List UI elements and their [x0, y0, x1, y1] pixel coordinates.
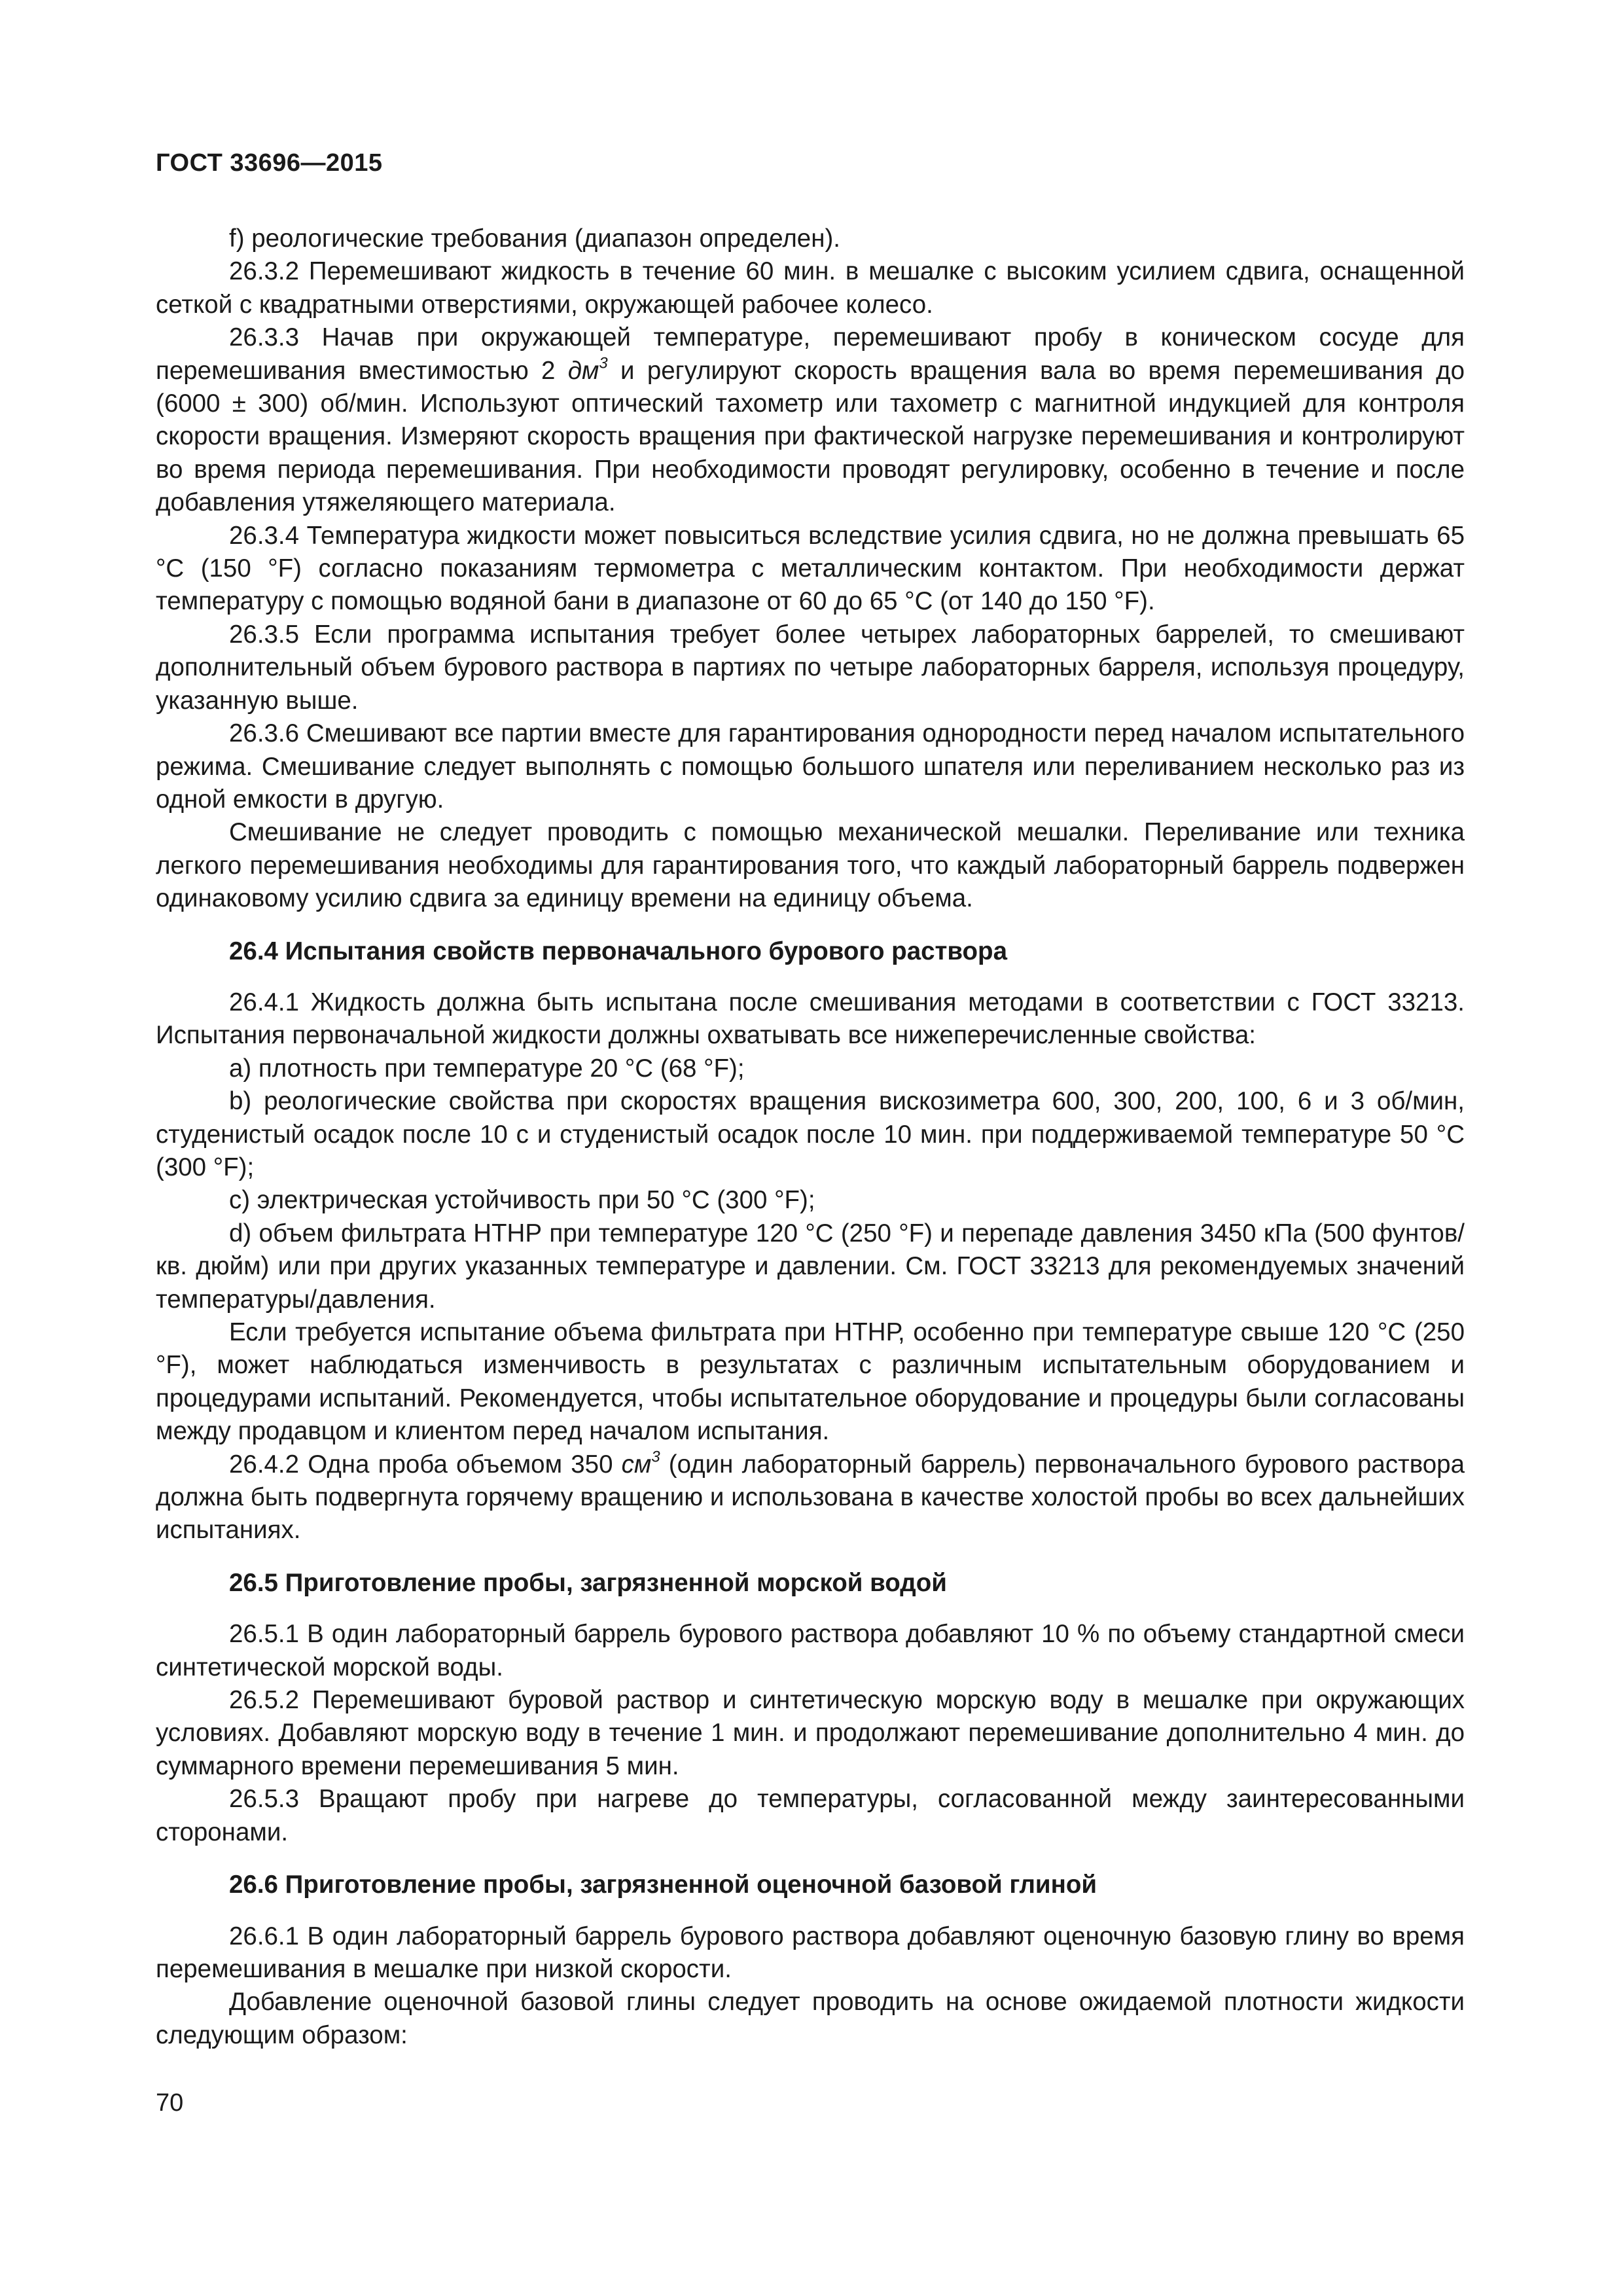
- paragraph-26-3-3-part-a: 26.3.3 Начав при окружающей температуре, перемешивают пробу в коническом сосуде для перемешивания вместимостью 2: [156, 323, 1465, 385]
- paragraph-26-3-6: 26.3.6 Смешивают все партии вместе для гарантирования однородности перед началом испытательного режима. Смешивание следует выполнять с помощью большого шпателя или переливанием несколько раз из одной емкости в другую.: [156, 719, 1465, 814]
- page-number: 70: [156, 2089, 184, 2117]
- paragraph-26-3-3-part-b: и регулируют скорость вращения вала во время перемешивания до (6000 ± 300) об/мин. Используют оптический тахометр или тахометр с магнитной индукцией для контроля скорости вращения. Измеряют скорость вращения при фактической нагрузке перемешивания и контролируют во время периода перемешивания. При необходимости проводят регулировку, особенно в течение и после добавления утяжеляющего материала.: [156, 356, 1465, 517]
- list-item-d: d) объем фильтрата НТНР при температуре 120 °С (250 °F) и перепаде давления 3450 кПа (500 фунтов/кв. дюйм) или при других указанных температуре и давлении. См. ГОСТ 33213 для рекомендуемых значений температуры/давления.: [156, 1219, 1465, 1314]
- list-item-c: c) электрическая устойчивость при 50 °С (300 °F);: [229, 1186, 815, 1215]
- paragraph-clay-addition: Добавление оценочной базовой глины следует проводить на основе ожидаемой плотности жидкости следующим образом:: [156, 1988, 1465, 2049]
- paragraph-26-3-4: 26.3.4 Температура жидкости может повыситься вследствие усилия сдвига, но не должна превышать 65 °С (150 °F) согласно показаниям термометра с металлическим контактом. При необходимости держат температуру с помощью водяной бани в диапазоне от 60 до 65 °С (от 140 до 150 °F).: [156, 521, 1465, 616]
- list-item-b: b) реологические свойства при скоростях вращения вискозиметра 600, 300, 200, 100, 6 и 3 об/мин, студенистый осадок после 10 с и студенистый осадок после 10 мин. при поддерживаемой температуре 50 °С (300 °F);: [156, 1087, 1465, 1181]
- paragraph-26-5-3: 26.5.3 Вращают пробу при нагреве до температуры, согласованной между заинтересованными сторонами.: [156, 1785, 1465, 1846]
- unit-cm: см: [621, 1450, 652, 1479]
- paragraph-hthp-note: Если требуется испытание объема фильтрата при НТНР, особенно при температуре свыше 120 °С (250 °F), может наблюдаться изменчивость в результатах с различным испытательным оборудованием и процедурами испытаний. Рекомендуется, чтобы испытательное оборудование и процедуры были согласованы между продавцом и клиентом перед началом испытания.: [156, 1318, 1465, 1446]
- paragraph-26-3-2: 26.3.2 Перемешивают жидкость в течение 60 мин. в мешалке с высоким усилием сдвига, оснащенной сеткой с квадратными отверстиями, окружающей рабочее колесо.: [156, 257, 1465, 319]
- paragraph-26-3-3: [156, 321, 1465, 519]
- paragraph-26-4-2: [156, 1448, 1465, 1547]
- unit-dm-exponent: 3: [599, 353, 608, 372]
- page-header-standard: ГОСТ 33696—2015: [156, 149, 383, 177]
- unit-cm-exponent: 3: [651, 1447, 660, 1465]
- section-heading-26-4: 26.4 Испытания свойств первоначального бурового раствора: [229, 937, 1007, 965]
- paragraph-26-4-2-part-b: (один лабораторный баррель) первоначального бурового раствора должна быть подвергнута горячему вращению и использована в качестве холостой пробы во всех дальнейших испытаниях.: [156, 1450, 1465, 1545]
- paragraph-mixing-note: Смешивание не следует проводить с помощью механической мешалки. Переливание или техника легкого перемешивания необходимы для гарантирования того, что каждый лабораторный баррель подвержен одинаковому усилию сдвига за единицу времени на единицу объема.: [156, 818, 1465, 913]
- paragraph-26-5-2: 26.5.2 Перемешивают буровой раствор и синтетическую морскую воду в мешалке при окружающих условиях. Добавляют морскую воду в течение 1 мин. и продолжают перемешивание дополнительно 4 мин. до суммарного времени перемешивания 5 мин.: [156, 1686, 1465, 1780]
- paragraph-f: f) реологические требования (диапазон определен).: [229, 224, 840, 253]
- paragraph-26-6-1: 26.6.1 В один лабораторный баррель бурового раствора добавляют оценочную базовую глину во время перемешивания в мешалке при низкой скорости.: [156, 1922, 1465, 1983]
- paragraph-26-4-2-part-a: 26.4.2 Одна проба объемом 350: [229, 1450, 622, 1479]
- section-heading-26-5: 26.5 Приготовление пробы, загрязненной морской водой: [229, 1568, 947, 1597]
- unit-dm: дм: [567, 356, 599, 385]
- section-heading-26-6: 26.6 Приготовление пробы, загрязненной оценочной базовой глиной: [229, 1871, 1097, 1899]
- document-body: [156, 223, 1465, 2052]
- paragraph-26-4-1: 26.4.1 Жидкость должна быть испытана после смешивания методами в соответствии с ГОСТ 33213. Испытания первоначальной жидкости должны охватывать все нижеперечисленные свойства:: [156, 988, 1465, 1050]
- paragraph-26-3-5: 26.3.5 Если программа испытания требует более четырех лабораторных баррелей, то смешивают дополнительный объем бурового раствора в партиях по четыре лабораторных барреля, используя процедуру, указанную выше.: [156, 620, 1465, 715]
- paragraph-26-5-1: 26.5.1 В один лабораторный баррель бурового раствора добавляют 10 % по объему стандартной смеси синтетической морской воды.: [156, 1620, 1465, 1681]
- list-item-a: a) плотность при температуре 20 °С (68 °F);: [229, 1054, 745, 1083]
